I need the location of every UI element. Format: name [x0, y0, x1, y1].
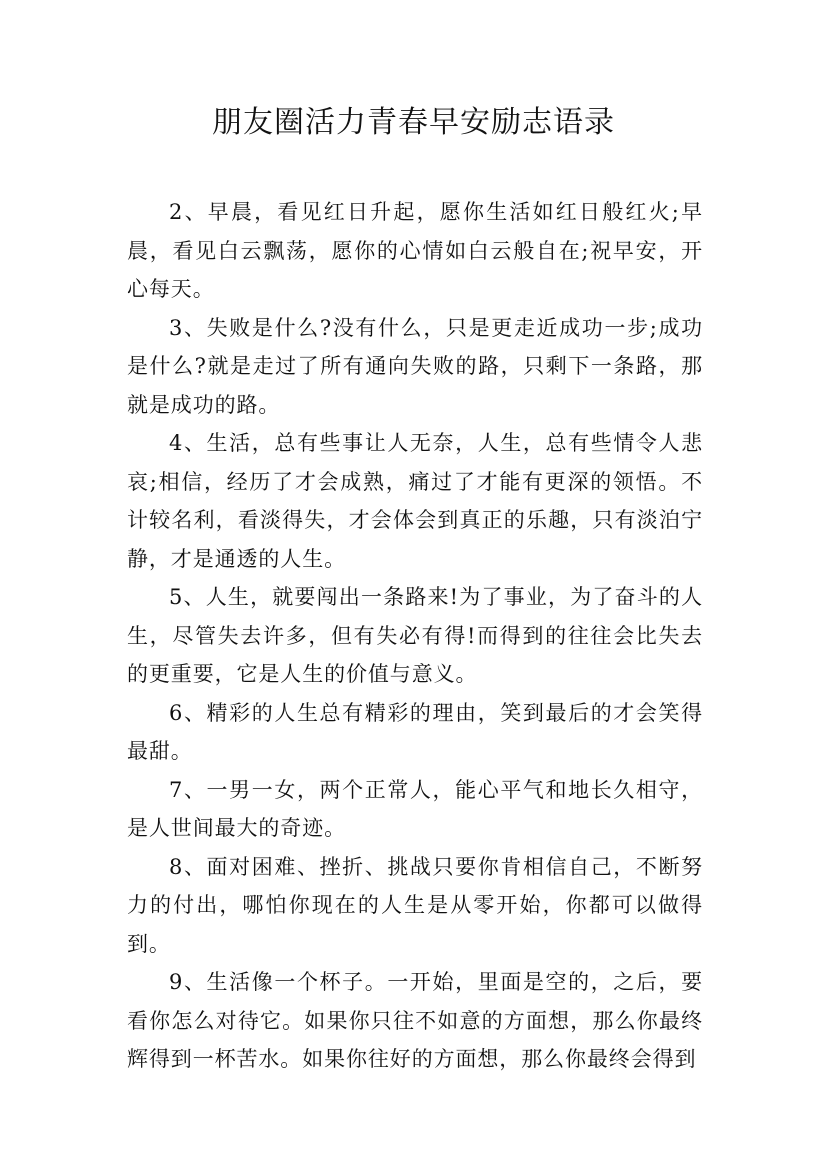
paragraph-6: 6、精彩的人生总有精彩的理由，笑到最后的才会笑得最甜。: [127, 700, 703, 763]
document-title: 朋友圈活力青春早安励志语录: [212, 105, 615, 140]
document-body: [127, 193, 703, 1079]
paragraph-3: 3、失败是什么?没有什么，只是更走近成功一步;成功是什么?就是走过了所有通向失败的路，只剩下一条路，那就是成功的路。: [127, 315, 703, 417]
paragraph-9: 9、生活像一个杯子。一开始，里面是空的，之后，要看你怎么对待它。如果你只往不如意的方面想，那么你最终辉得到一杯苦水。如果你往好的方面想，那么你最终会得到: [127, 970, 703, 1071]
paragraph-5: 5、人生，就要闯出一条路来!为了事业，为了奋斗的人生，尽管失去许多，但有失必有得!而得到的往往会比失去的更重要，它是人生的价值与意义。: [127, 585, 703, 686]
paragraph-2: 2、早晨，看见红日升起，愿你生活如红日般红火;早晨，看见白云飘荡，愿你的心情如白云般自在;祝早安，开心每天。: [127, 200, 703, 301]
paragraph-8: 8、面对困难、挫折、挑战只要你肯相信自己，不断努力的付出，哪怕你现在的人生是从零开始，你都可以做得到。: [127, 854, 703, 956]
paragraph-4: 4、生活，总有些事让人无奈，人生，总有些情令人悲哀;相信，经历了才会成熟，痛过了才能有更深的领悟。不计较名利，看淡得失，才会体会到真正的乐趣，只有淡泊宁静，才是通透的人生。: [127, 431, 703, 571]
paragraph-7: 7、一男一女，两个正常人，能心平气和地长久相守，是人世间最大的奇迹。: [127, 777, 703, 840]
